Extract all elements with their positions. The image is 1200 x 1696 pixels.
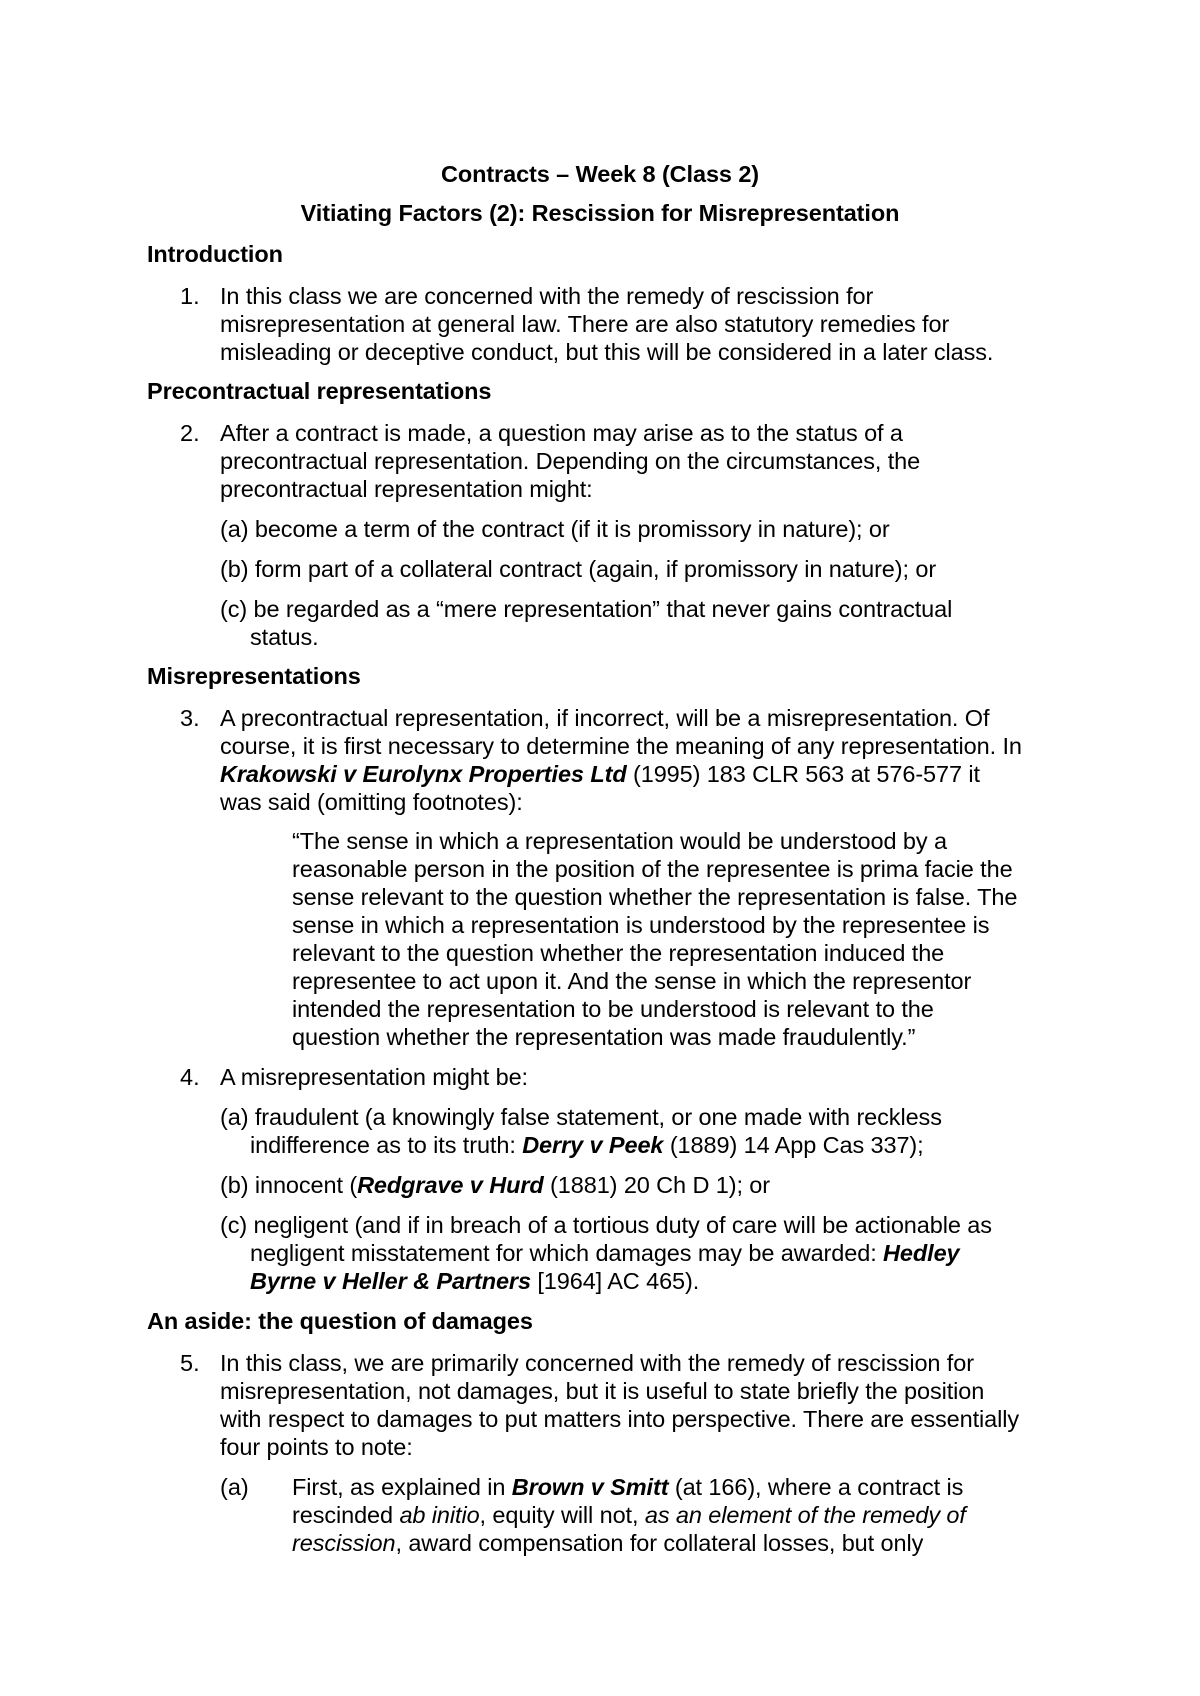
paragraph-line: with respect to damages to put matters into perspective. There are essentially — [220, 1406, 1020, 1432]
paragraph-line: After a contract is made, a question may arise as to the status of a — [220, 420, 903, 446]
paragraph-line: A precontractual representation, if incorrect, will be a misrepresentation. Of — [220, 705, 990, 731]
case-citation: Derry v Peek — [522, 1132, 664, 1158]
heading-precontractual: Precontractual representations — [147, 378, 492, 404]
list-item — [292, 1473, 963, 1501]
list-text: rescinded — [292, 1502, 400, 1528]
paragraph-line: precontractual representation might: — [220, 476, 593, 502]
list-item-continuation — [292, 1529, 923, 1557]
list-item-continuation — [250, 1239, 960, 1267]
list-text: negligent misstatement for which damages may be awarded: — [250, 1240, 884, 1266]
list-item: (a) become a term of the contract (if it is promissory in nature); or — [220, 516, 890, 542]
list-text: , equity will not, — [479, 1502, 645, 1528]
case-citation: Brown v Smitt — [511, 1474, 669, 1500]
citation-text: (1889) 14 App Cas 337); — [663, 1132, 924, 1158]
paragraph-line: course, it is first necessary to determine the meaning of any representation. In — [220, 733, 1022, 759]
paragraph-number: 5. — [180, 1350, 200, 1376]
quote-line: sense in which a representation is understood by the representee is — [292, 912, 990, 938]
paragraph-line: misrepresentation at general law. There are also statutory remedies for — [220, 311, 950, 337]
list-item — [220, 1171, 770, 1199]
heading-introduction: Introduction — [147, 241, 283, 267]
quote-line: representee to act upon it. And the sense in which the representor — [292, 968, 972, 994]
paragraph-line — [220, 760, 980, 788]
list-item: (c) be regarded as a “mere representation” that never gains contractual — [220, 596, 953, 622]
heading-damages: An aside: the question of damages — [147, 1308, 533, 1334]
heading-misrepresentations: Misrepresentations — [147, 663, 361, 689]
list-item-continuation — [292, 1501, 966, 1529]
case-citation: Redgrave v Hurd — [357, 1172, 544, 1198]
paragraph-line: misleading or deceptive conduct, but this will be considered in a later class. — [220, 339, 994, 365]
case-citation: Byrne v Heller & Partners — [250, 1268, 531, 1294]
paragraph-number: 3. — [180, 705, 200, 731]
emphasis-text: rescission — [292, 1530, 396, 1556]
list-item-continuation — [250, 1267, 699, 1295]
paragraph-line: misrepresentation, not damages, but it is useful to state briefly the position — [220, 1378, 985, 1404]
list-item: (c) negligent (and if in breach of a tortious duty of care will be actionable as — [220, 1212, 992, 1238]
citation-text: (1995) 183 CLR 563 at 576-577 it — [626, 761, 980, 787]
citation-text: (1881) 20 Ch D 1); or — [543, 1172, 770, 1198]
paragraph-line: In this class, we are primarily concerned with the remedy of rescission for — [220, 1350, 974, 1376]
citation-text: [1964] AC 465). — [530, 1268, 700, 1294]
quote-line: “The sense in which a representation would be understood by a — [292, 828, 947, 854]
citation-text: (at 166), where a contract is — [668, 1474, 964, 1500]
quote-line: sense relevant to the question whether the representation is false. The — [292, 884, 1018, 910]
list-label: (a) — [220, 1474, 249, 1500]
paragraph-line: A misrepresentation might be: — [220, 1064, 528, 1090]
paragraph-number: 2. — [180, 420, 200, 446]
case-citation: Krakowski v Eurolynx Properties Ltd — [220, 761, 627, 787]
paragraph-number: 1. — [180, 283, 200, 309]
paragraph-line: was said (omitting footnotes): — [220, 789, 523, 815]
emphasis-text: as an element of the remedy of — [644, 1502, 966, 1528]
paragraph-number: 4. — [180, 1064, 200, 1090]
quote-line: question whether the representation was made fraudulently.” — [292, 1024, 916, 1050]
document-subtitle: Vitiating Factors (2): Rescission for Misrepresentation — [300, 200, 900, 226]
list-text: First, as explained in — [292, 1474, 512, 1500]
case-citation: Hedley — [883, 1240, 960, 1266]
latin-phrase: ab initio — [399, 1502, 480, 1528]
paragraph-line: four points to note: — [220, 1434, 413, 1460]
quote-line: relevant to the question whether the representation induced the — [292, 940, 945, 966]
paragraph-line: precontractual representation. Depending on the circumstances, the — [220, 448, 921, 474]
list-text: indifference as to its truth: — [250, 1132, 523, 1158]
quote-line: intended the representation to be understood is relevant to the — [292, 996, 934, 1022]
paragraph-line: In this class we are concerned with the remedy of rescission for — [220, 283, 874, 309]
list-item-continuation: status. — [250, 624, 319, 650]
quote-line: reasonable person in the position of the representee is prima facie the — [292, 856, 1013, 882]
list-item: (a) fraudulent (a knowingly false statement, or one made with reckless — [220, 1104, 942, 1130]
list-item: (b) form part of a collateral contract (again, if promissory in nature); or — [220, 556, 937, 582]
list-text: , award compensation for collateral losses, but only — [395, 1530, 924, 1556]
list-item-continuation — [250, 1131, 924, 1159]
list-text: (b) innocent ( — [220, 1172, 358, 1198]
document-title: Contracts – Week 8 (Class 2) — [440, 161, 760, 187]
